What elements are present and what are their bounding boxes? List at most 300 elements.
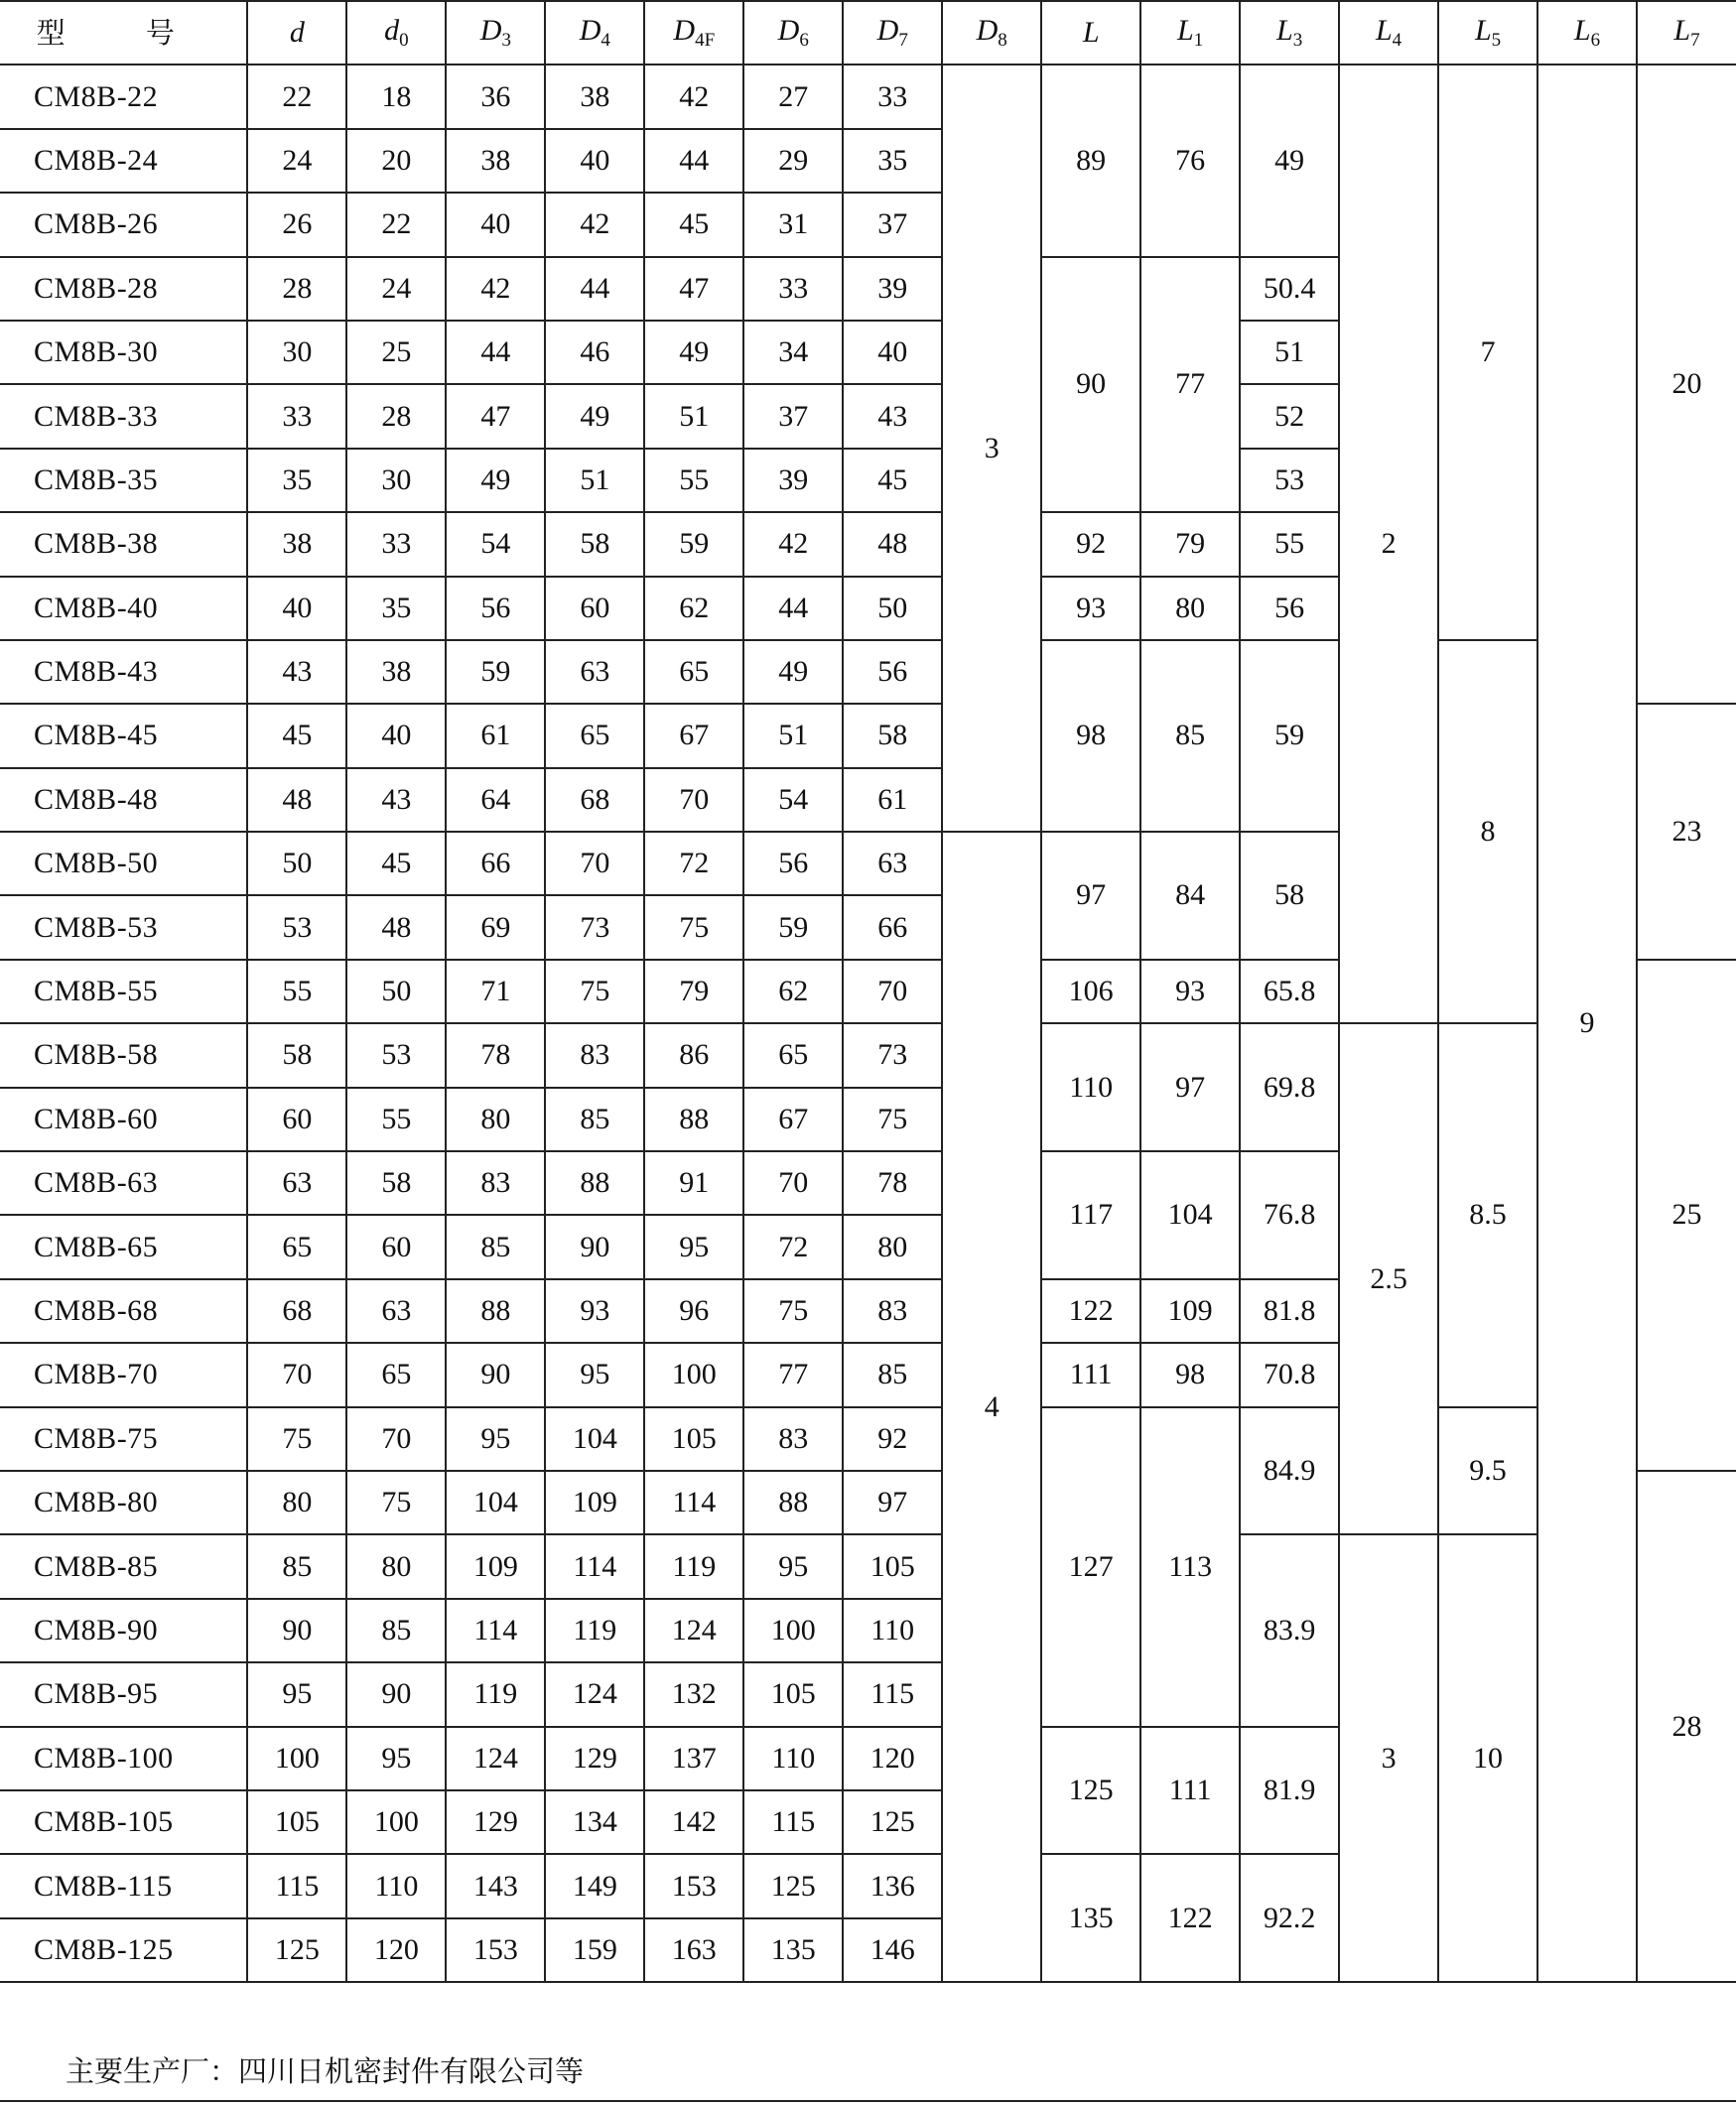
cell-D3: 49 — [446, 449, 545, 512]
cell-D4: 75 — [545, 960, 644, 1023]
cell-L3: 69.8 — [1240, 1023, 1339, 1151]
cell-D6: 31 — [743, 193, 843, 256]
cell-L5: 7 — [1438, 65, 1537, 640]
cell-L: 98 — [1041, 640, 1140, 832]
cell-D3: 66 — [446, 832, 545, 895]
header-symbol: L — [1474, 14, 1492, 48]
cell-D3: 56 — [446, 577, 545, 640]
cell-D4: 90 — [545, 1215, 644, 1278]
header-symbol: D — [479, 14, 502, 48]
cell-L: 93 — [1041, 577, 1140, 640]
cell-D6: 54 — [743, 768, 843, 832]
cell-d0: 70 — [346, 1407, 446, 1471]
cell-d0: 40 — [346, 704, 446, 767]
cell-D4F: 62 — [644, 577, 743, 640]
cell-D6: 42 — [743, 512, 843, 576]
cell-D3: 129 — [446, 1790, 545, 1854]
cell-d: 35 — [247, 449, 346, 512]
cell-D3: 88 — [446, 1279, 545, 1343]
cell-D6: 67 — [743, 1088, 843, 1151]
header-symbol: L — [1177, 14, 1194, 48]
cell-L: 97 — [1041, 832, 1140, 960]
cell-D3: 61 — [446, 704, 545, 767]
cell-L1: 109 — [1140, 1279, 1240, 1343]
cell-D4: 83 — [545, 1023, 644, 1087]
table-row — [0, 1023, 1736, 1087]
cell-L3: 84.9 — [1240, 1407, 1339, 1535]
cell-d0: 43 — [346, 768, 446, 832]
cell-L3: 49 — [1240, 65, 1339, 256]
cell-L1: 85 — [1140, 640, 1240, 832]
cell-d0: 22 — [346, 193, 446, 256]
cell-L7: 28 — [1637, 1471, 1736, 1982]
cell-model: CM8B-58 — [0, 1023, 247, 1087]
cell-D6: 29 — [743, 129, 843, 193]
cell-D4F: 96 — [644, 1279, 743, 1343]
header-symbol: d — [384, 14, 400, 48]
cell-d: 43 — [247, 640, 346, 704]
cell-D3: 85 — [446, 1215, 545, 1278]
cell-D4: 68 — [545, 768, 644, 832]
cell-model: CM8B-55 — [0, 960, 247, 1023]
cell-d: 125 — [247, 1918, 346, 1982]
cell-L1: 93 — [1140, 960, 1240, 1023]
cell-D7: 45 — [843, 449, 942, 512]
cell-L1: 122 — [1140, 1854, 1240, 1982]
header-row — [0, 1, 1736, 65]
table-body — [0, 65, 1736, 1982]
cell-D3: 69 — [446, 895, 545, 959]
cell-D4F: 67 — [644, 704, 743, 767]
cell-d: 60 — [247, 1088, 346, 1151]
cell-D6: 51 — [743, 704, 843, 767]
cell-D4F: 72 — [644, 832, 743, 895]
cell-D4F: 55 — [644, 449, 743, 512]
cell-D7: 66 — [843, 895, 942, 959]
cell-D6: 59 — [743, 895, 843, 959]
cell-L7: 23 — [1637, 704, 1736, 960]
cell-L3: 53 — [1240, 449, 1339, 512]
cell-D4: 58 — [545, 512, 644, 576]
cell-L1: 76 — [1140, 65, 1240, 256]
header-col — [446, 1, 545, 65]
cell-L3: 52 — [1240, 384, 1339, 448]
header-col — [1041, 1, 1140, 65]
cell-D4: 49 — [545, 384, 644, 448]
cell-D4F: 124 — [644, 1599, 743, 1662]
header-symbol: L — [1276, 14, 1293, 48]
cell-model: CM8B-38 — [0, 512, 247, 576]
cell-d: 80 — [247, 1471, 346, 1534]
cell-D4: 119 — [545, 1599, 644, 1662]
header-model: 型 号 — [0, 1, 247, 65]
cell-D6: 44 — [743, 577, 843, 640]
cell-L5: 8 — [1438, 640, 1537, 1023]
cell-D3: 119 — [446, 1662, 545, 1726]
cell-d: 115 — [247, 1854, 346, 1917]
cell-D3: 47 — [446, 384, 545, 448]
cell-D4F: 105 — [644, 1407, 743, 1471]
header-subscript: 0 — [399, 30, 409, 52]
cell-d0: 45 — [346, 832, 446, 895]
cell-D4: 60 — [545, 577, 644, 640]
cell-D4: 104 — [545, 1407, 644, 1471]
cell-D7: 37 — [843, 193, 942, 256]
cell-D3: 54 — [446, 512, 545, 576]
cell-d: 26 — [247, 193, 346, 256]
cell-D4F: 119 — [644, 1534, 743, 1598]
cell-L5: 10 — [1438, 1534, 1537, 1982]
cell-D3: 90 — [446, 1343, 545, 1406]
cell-L: 135 — [1041, 1854, 1140, 1982]
cell-L7: 20 — [1637, 65, 1736, 704]
cell-D4F: 45 — [644, 193, 743, 256]
cell-d0: 90 — [346, 1662, 446, 1726]
cell-D6: 115 — [743, 1790, 843, 1854]
cell-d0: 30 — [346, 449, 446, 512]
cell-D4F: 49 — [644, 321, 743, 384]
cell-D4F: 59 — [644, 512, 743, 576]
cell-model: CM8B-90 — [0, 1599, 247, 1662]
cell-D4F: 42 — [644, 65, 743, 128]
header-symbol: L — [1082, 16, 1100, 50]
cell-L: 122 — [1041, 1279, 1140, 1343]
cell-d: 48 — [247, 768, 346, 832]
cell-D6: 125 — [743, 1854, 843, 1917]
cell-D3: 64 — [446, 768, 545, 832]
cell-D6: 110 — [743, 1727, 843, 1790]
cell-d: 90 — [247, 1599, 346, 1662]
cell-D4: 85 — [545, 1088, 644, 1151]
cell-model: CM8B-53 — [0, 895, 247, 959]
cell-D4: 149 — [545, 1854, 644, 1917]
cell-D7: 105 — [843, 1534, 942, 1598]
header-col — [247, 1, 346, 65]
cell-d0: 50 — [346, 960, 446, 1023]
cell-D4: 42 — [545, 193, 644, 256]
cell-D4F: 70 — [644, 768, 743, 832]
cell-D4: 95 — [545, 1343, 644, 1406]
cell-D6: 37 — [743, 384, 843, 448]
cell-d0: 85 — [346, 1599, 446, 1662]
cell-D3: 80 — [446, 1088, 545, 1151]
cell-d: 45 — [247, 704, 346, 767]
cell-D4: 114 — [545, 1534, 644, 1598]
cell-D4F: 95 — [644, 1215, 743, 1278]
cell-d: 53 — [247, 895, 346, 959]
header-col — [545, 1, 644, 65]
cell-model: CM8B-26 — [0, 193, 247, 256]
cell-model: CM8B-28 — [0, 257, 247, 321]
cell-D3: 78 — [446, 1023, 545, 1087]
cell-D4F: 51 — [644, 384, 743, 448]
cell-d0: 24 — [346, 257, 446, 321]
cell-L3: 65.8 — [1240, 960, 1339, 1023]
cell-model: CM8B-95 — [0, 1662, 247, 1726]
cell-d: 50 — [247, 832, 346, 895]
cell-D6: 83 — [743, 1407, 843, 1471]
cell-model: CM8B-100 — [0, 1727, 247, 1790]
cell-d: 68 — [247, 1279, 346, 1343]
cell-L1: 98 — [1140, 1343, 1240, 1406]
cell-D6: 65 — [743, 1023, 843, 1087]
cell-model: CM8B-43 — [0, 640, 247, 704]
cell-D3: 153 — [446, 1918, 545, 1982]
cell-D4F: 142 — [644, 1790, 743, 1854]
cell-d0: 35 — [346, 577, 446, 640]
cell-L3: 81.8 — [1240, 1279, 1339, 1343]
header-col — [1240, 1, 1339, 65]
cell-d: 55 — [247, 960, 346, 1023]
cell-D6: 72 — [743, 1215, 843, 1278]
header-col — [1537, 1, 1637, 65]
manufacturer-note: 主要生产厂：四川日机密封件有限公司等 — [0, 2040, 1736, 2102]
cell-D6: 70 — [743, 1151, 843, 1215]
cell-D8: 4 — [942, 832, 1041, 1982]
cell-L3: 81.9 — [1240, 1727, 1339, 1855]
header-subscript: 4F — [695, 30, 716, 52]
cell-L3: 83.9 — [1240, 1534, 1339, 1726]
cell-d: 85 — [247, 1534, 346, 1598]
cell-D6: 56 — [743, 832, 843, 895]
cell-D6: 34 — [743, 321, 843, 384]
cell-L5: 9.5 — [1438, 1407, 1537, 1535]
cell-L3: 59 — [1240, 640, 1339, 832]
cell-D4: 134 — [545, 1790, 644, 1854]
cell-d: 38 — [247, 512, 346, 576]
cell-d: 24 — [247, 129, 346, 193]
cell-D4: 46 — [545, 321, 644, 384]
cell-L: 110 — [1041, 1023, 1140, 1151]
cell-L: 92 — [1041, 512, 1140, 576]
cell-L3: 51 — [1240, 321, 1339, 384]
cell-d0: 33 — [346, 512, 446, 576]
cell-D4: 159 — [545, 1918, 644, 1982]
cell-model: CM8B-68 — [0, 1279, 247, 1343]
cell-model: CM8B-48 — [0, 768, 247, 832]
header-subscript: 4 — [1392, 30, 1402, 52]
cell-D7: 120 — [843, 1727, 942, 1790]
cell-L: 89 — [1041, 65, 1140, 256]
cell-D6: 95 — [743, 1534, 843, 1598]
cell-D6: 39 — [743, 449, 843, 512]
cell-D7: 80 — [843, 1215, 942, 1278]
cell-D4F: 47 — [644, 257, 743, 321]
table-row — [0, 1407, 1736, 1471]
cell-D6: 27 — [743, 65, 843, 128]
cell-model: CM8B-70 — [0, 1343, 247, 1406]
cell-L4: 2.5 — [1339, 1023, 1438, 1534]
cell-L3: 70.8 — [1240, 1343, 1339, 1406]
cell-D4F: 163 — [644, 1918, 743, 1982]
cell-D7: 63 — [843, 832, 942, 895]
header-col — [942, 1, 1041, 65]
cell-L1: 113 — [1140, 1407, 1240, 1727]
cell-D7: 58 — [843, 704, 942, 767]
cell-d0: 55 — [346, 1088, 446, 1151]
cell-L3: 55 — [1240, 512, 1339, 576]
header-col — [1637, 1, 1736, 65]
cell-L: 127 — [1041, 1407, 1140, 1727]
cell-d0: 38 — [346, 640, 446, 704]
cell-D4: 73 — [545, 895, 644, 959]
cell-D4F: 44 — [644, 129, 743, 193]
header-subscript: 8 — [998, 30, 1007, 52]
cell-d: 30 — [247, 321, 346, 384]
cell-L: 90 — [1041, 257, 1140, 513]
cell-D6: 135 — [743, 1918, 843, 1982]
header-subscript: 4 — [601, 30, 610, 52]
cell-L5: 8.5 — [1438, 1023, 1537, 1406]
cell-d0: 25 — [346, 321, 446, 384]
cell-d0: 58 — [346, 1151, 446, 1215]
table-row — [0, 65, 1736, 128]
header-col — [743, 1, 843, 65]
cell-D3: 38 — [446, 129, 545, 193]
cell-D4: 51 — [545, 449, 644, 512]
cell-D3: 59 — [446, 640, 545, 704]
cell-d0: 100 — [346, 1790, 446, 1854]
cell-model: CM8B-45 — [0, 704, 247, 767]
cell-D4: 93 — [545, 1279, 644, 1343]
table-row — [0, 640, 1736, 704]
cell-d: 100 — [247, 1727, 346, 1790]
cell-D4F: 88 — [644, 1088, 743, 1151]
cell-D4: 44 — [545, 257, 644, 321]
header-subscript: 6 — [799, 30, 809, 52]
cell-D7: 61 — [843, 768, 942, 832]
cell-D4: 88 — [545, 1151, 644, 1215]
cell-D4F: 137 — [644, 1727, 743, 1790]
cell-L1: 84 — [1140, 832, 1240, 960]
cell-D7: 48 — [843, 512, 942, 576]
cell-model: CM8B-65 — [0, 1215, 247, 1278]
cell-L: 106 — [1041, 960, 1140, 1023]
cell-D6: 33 — [743, 257, 843, 321]
cell-d0: 20 — [346, 129, 446, 193]
cell-model: CM8B-22 — [0, 65, 247, 128]
cell-L1: 97 — [1140, 1023, 1240, 1151]
cell-D4F: 65 — [644, 640, 743, 704]
cell-D7: 78 — [843, 1151, 942, 1215]
header-symbol: L — [1573, 14, 1591, 48]
cell-D7: 75 — [843, 1088, 942, 1151]
header-col — [1339, 1, 1438, 65]
cell-D4F: 100 — [644, 1343, 743, 1406]
cell-D7: 35 — [843, 129, 942, 193]
cell-D3: 95 — [446, 1407, 545, 1471]
cell-d: 105 — [247, 1790, 346, 1854]
cell-L6: 9 — [1537, 65, 1637, 1982]
cell-L4: 2 — [1339, 65, 1438, 1023]
cell-D6: 49 — [743, 640, 843, 704]
cell-L1: 80 — [1140, 577, 1240, 640]
header-symbol: D — [673, 14, 696, 48]
cell-D4F: 114 — [644, 1471, 743, 1534]
cell-d: 63 — [247, 1151, 346, 1215]
cell-D4F: 75 — [644, 895, 743, 959]
cell-D4: 124 — [545, 1662, 644, 1726]
cell-D3: 104 — [446, 1471, 545, 1534]
cell-d0: 65 — [346, 1343, 446, 1406]
header-symbol: D — [579, 14, 601, 48]
cell-D7: 110 — [843, 1599, 942, 1662]
cell-d: 58 — [247, 1023, 346, 1087]
cell-D3: 42 — [446, 257, 545, 321]
cell-D3: 124 — [446, 1727, 545, 1790]
cell-D4F: 132 — [644, 1662, 743, 1726]
cell-L1: 104 — [1140, 1151, 1240, 1279]
cell-d0: 75 — [346, 1471, 446, 1534]
cell-D7: 43 — [843, 384, 942, 448]
cell-model: CM8B-24 — [0, 129, 247, 193]
cell-model: CM8B-35 — [0, 449, 247, 512]
header-col — [644, 1, 743, 65]
cell-D7: 70 — [843, 960, 942, 1023]
header-symbol: D — [976, 14, 999, 48]
cell-D4: 38 — [545, 65, 644, 128]
cell-model: CM8B-80 — [0, 1471, 247, 1534]
cell-D3: 83 — [446, 1151, 545, 1215]
cell-D7: 73 — [843, 1023, 942, 1087]
cell-d: 22 — [247, 65, 346, 128]
cell-D7: 146 — [843, 1918, 942, 1982]
cell-d0: 63 — [346, 1279, 446, 1343]
header-symbol: d — [289, 16, 305, 50]
cell-D6: 105 — [743, 1662, 843, 1726]
cell-D4F: 91 — [644, 1151, 743, 1215]
cell-d0: 110 — [346, 1854, 446, 1917]
cell-D4: 129 — [545, 1727, 644, 1790]
cell-L3: 92.2 — [1240, 1854, 1339, 1982]
header-subscript: 1 — [1193, 30, 1204, 52]
cell-D7: 50 — [843, 577, 942, 640]
cell-model: CM8B-33 — [0, 384, 247, 448]
header-subscript: 7 — [898, 30, 908, 52]
cell-D3: 143 — [446, 1854, 545, 1917]
cell-D4F: 86 — [644, 1023, 743, 1087]
header-col — [1438, 1, 1537, 65]
cell-D7: 136 — [843, 1854, 942, 1917]
cell-d0: 53 — [346, 1023, 446, 1087]
cell-model: CM8B-40 — [0, 577, 247, 640]
header-symbol: D — [777, 14, 800, 48]
cell-D7: 115 — [843, 1662, 942, 1726]
cell-D4F: 153 — [644, 1854, 743, 1917]
header-symbol: L — [1375, 14, 1393, 48]
cell-D3: 40 — [446, 193, 545, 256]
cell-L3: 58 — [1240, 832, 1339, 960]
header-symbol: D — [876, 14, 899, 48]
cell-L7: 25 — [1637, 960, 1736, 1471]
cell-D4: 70 — [545, 832, 644, 895]
cell-D7: 33 — [843, 65, 942, 128]
cell-D8: 3 — [942, 65, 1041, 832]
cell-D3: 44 — [446, 321, 545, 384]
cell-model: CM8B-125 — [0, 1918, 247, 1982]
cell-d: 75 — [247, 1407, 346, 1471]
cell-model: CM8B-50 — [0, 832, 247, 895]
cell-model: CM8B-75 — [0, 1407, 247, 1471]
cell-d0: 28 — [346, 384, 446, 448]
cell-D3: 36 — [446, 65, 545, 128]
cell-L1: 79 — [1140, 512, 1240, 576]
header-subscript: 5 — [1491, 30, 1502, 52]
cell-D3: 109 — [446, 1534, 545, 1598]
cell-d: 65 — [247, 1215, 346, 1278]
cell-d: 95 — [247, 1662, 346, 1726]
cell-d0: 120 — [346, 1918, 446, 1982]
